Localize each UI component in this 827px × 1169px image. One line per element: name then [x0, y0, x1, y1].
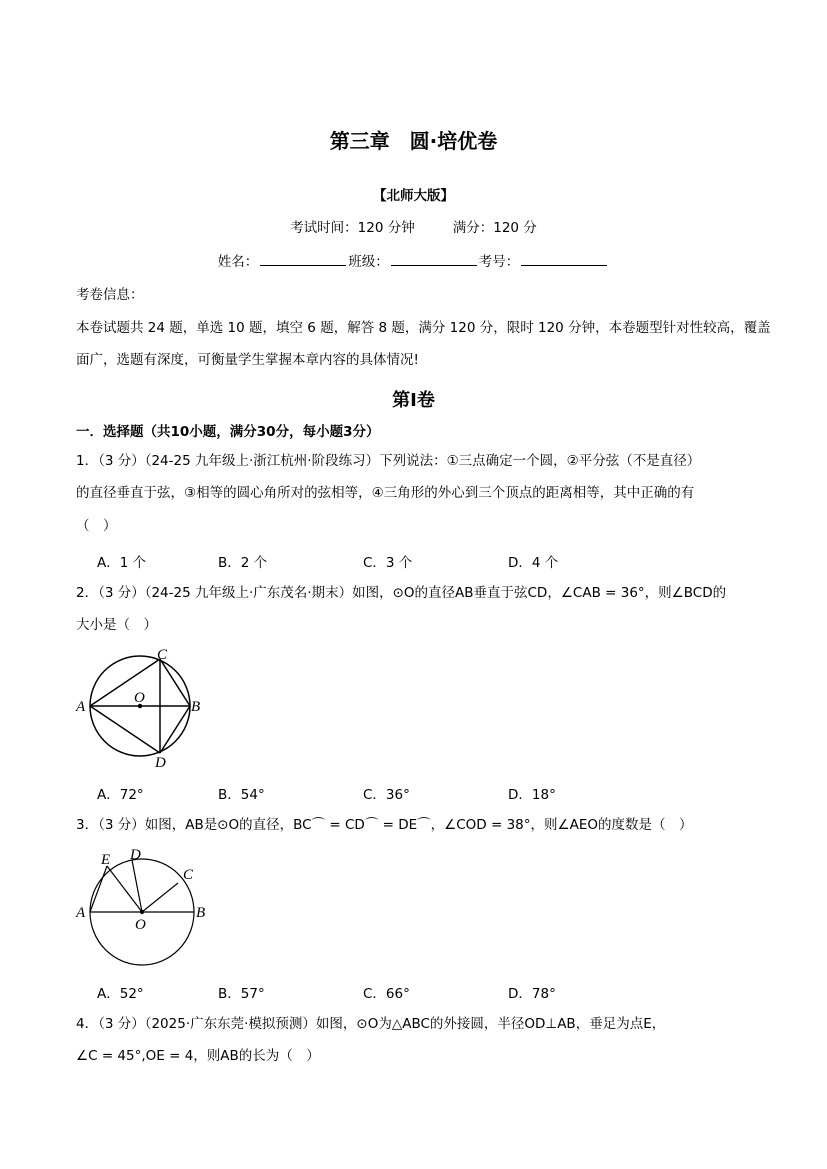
option-d[interactable]: D．4 个: [508, 555, 559, 571]
point-label: D: [155, 755, 166, 771]
question-text: 2．（3 分）（24-25 九年级上·广东茂名·期末）如图，⊙O的直径AB垂直于弦CD，∠CAB = 36°，则∠BCD的: [76, 585, 727, 601]
name-label: 姓名：: [217, 254, 259, 270]
question-text: ∠C = 45°,OE = 4，则AB的长为（ ）: [76, 1048, 320, 1064]
question-text: （ ）: [76, 518, 117, 534]
option-c[interactable]: C．66°: [363, 986, 410, 1002]
option-a[interactable]: A．1 个: [97, 555, 147, 571]
figure-q2: [90, 656, 190, 756]
point-label: O: [135, 917, 146, 933]
question-text: 3．（3 分）如图，AB是⊙O的直径，BC⌒ = CD⌒ = DE⌒，∠COD = 38°，则∠AEO的度数是（ ）: [76, 817, 693, 833]
point-label: A: [76, 699, 86, 715]
point-label: D: [130, 847, 141, 863]
option-a[interactable]: A．52°: [97, 986, 144, 1002]
figure-q3: [90, 859, 194, 965]
question-text: 1．（3 分）（24-25 九年级上·浙江杭州·阶段练习）下列说法：①三点确定一个圆，②平分弦（不是直径）: [76, 453, 701, 469]
exam-time: 考试时间：120 分钟: [290, 220, 415, 236]
class-label: 班级：: [348, 254, 389, 270]
point-label: B: [196, 905, 206, 921]
question-text: 4．（3 分）（2025·广东东莞·模拟预测）如图，⊙O为△ABC的外接圆，半径OD⊥AB，垂足为点E，: [76, 1016, 666, 1032]
part-title: 第Ⅰ卷: [392, 390, 435, 411]
info-line: 本卷试题共 24 题，单选 10 题，填空 6 题，解答 8 题，满分 120 分，限时 120 分钟，本卷题型针对性较高，覆盖: [76, 320, 771, 336]
point-label: C: [157, 647, 168, 663]
point-label: A: [76, 905, 86, 921]
id-label: 考号：: [478, 254, 520, 270]
point-label: C: [183, 867, 194, 883]
point-label: E: [101, 852, 111, 868]
question-text: 大小是（ ）: [76, 617, 157, 633]
option-b[interactable]: B．57°: [218, 986, 265, 1002]
section-heading: 一．选择题（共10小题，满分30分，每小题3分）: [76, 424, 380, 440]
option-d[interactable]: D．18°: [508, 787, 556, 803]
option-b[interactable]: B．54°: [218, 787, 265, 803]
point-label: O: [134, 690, 145, 706]
option-a[interactable]: A．72°: [97, 787, 144, 803]
full-score: 满分：120 分: [452, 220, 537, 236]
info-line: 面广，选题有深度，可衡量学生掌握本章内容的具体情况!: [76, 352, 419, 368]
question-text: 的直径垂直于弦，③相等的圆心角所对的弦相等，④三角形的外心到三个顶点的距离相等，其中正确的有: [76, 485, 695, 501]
page-title: 第三章 圆·培优卷: [329, 129, 498, 153]
option-c[interactable]: C．36°: [363, 787, 410, 803]
point-label: B: [191, 699, 201, 715]
info-label: 考卷信息：: [76, 287, 144, 303]
option-d[interactable]: D．78°: [508, 986, 556, 1002]
option-c[interactable]: C．3 个: [363, 555, 413, 571]
option-b[interactable]: B．2 个: [218, 555, 268, 571]
edition-label: 【北师大版】: [373, 188, 454, 204]
